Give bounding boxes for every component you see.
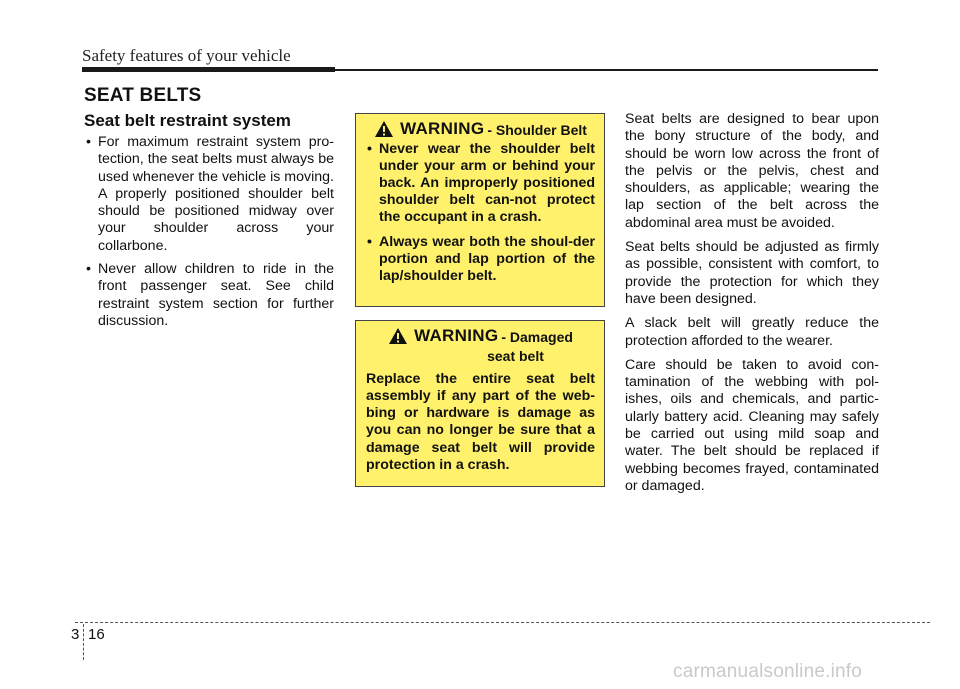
page-number: 16 (88, 626, 105, 643)
header-rule-thin (335, 69, 878, 71)
body-paragraph: Seat belts should be adjusted as firmly as possible, consistent with comfort, to provide the protection for which they have been designed. (625, 239, 879, 307)
left-bullet-item: • Never allow children to ride in the front passenger seat. See child restraint system section for further discussion. (84, 261, 334, 330)
warning-body: Replace the entire seat belt assembly if any part of the web-bing or hardware is damage as you can no longer be sure that a damage seat belt will provide protection in a crash. (366, 371, 595, 473)
warning-subject-continued: seat belt (487, 348, 544, 365)
section-title: SEAT BELTS (84, 85, 202, 106)
body-paragraph: A slack belt will greatly reduce the protection afforded to the wearer. (625, 315, 879, 349)
page-divider (83, 624, 84, 660)
warning-bullet-list (366, 141, 595, 285)
left-bullet-item: • For maximum restraint system pro-tection, the seat belts must always be used whenever the vehicle is moving. A properly positioned shoulder belt should be positioned midway over your shoulder across your collarbone. (84, 134, 334, 255)
page-chapter: 3 (71, 626, 80, 643)
warning-box-damaged-seat-belt (355, 320, 605, 487)
warning-heading (366, 327, 595, 346)
header-rule-thick (82, 67, 335, 72)
subsection-title: Seat belt restraint system (84, 111, 291, 130)
warning-label: WARNING (400, 119, 485, 138)
warning-heading (366, 120, 595, 139)
warning-triangle-icon (374, 120, 394, 138)
left-bullet-list (84, 134, 334, 336)
watermark-link[interactable]: carmanualsonline.info (673, 661, 863, 682)
warning-box-shoulder-belt (355, 113, 605, 307)
running-header: Safety features of your vehicle (82, 46, 291, 65)
footer-rule (75, 622, 930, 623)
warning-bullet-item: • Never wear the shoulder belt under your arm or behind your back. An improperly positioned shoulder belt can-not protect the occupant in a crash. (366, 141, 595, 226)
warning-subject: - Shoulder Belt (487, 122, 587, 138)
warning-subject: - Damaged (501, 329, 573, 345)
warning-label: WARNING (414, 326, 499, 345)
warning-triangle-icon (388, 327, 408, 345)
right-column (625, 111, 879, 502)
warning-bullet-item: • Always wear both the shoul-der portion and lap portion of the lap/shoulder belt. (366, 234, 595, 285)
body-paragraph: Care should be taken to avoid con-tamination of the webbing with pol-ishes, oils and chemicals, and partic-ularly battery acid. Cleaning may safely be carried out using mild soap and water. The belt should be replaced if webbing becomes frayed, contaminated or damaged. (625, 356, 879, 494)
body-paragraph: Seat belts are designed to bear upon the bony structure of the body, and should be worn low across the front of the pelvis or the pelvis, chest and shoulders, as applicable; wearing the lap section of the belt across the abdominal area must be avoided. (625, 111, 879, 231)
